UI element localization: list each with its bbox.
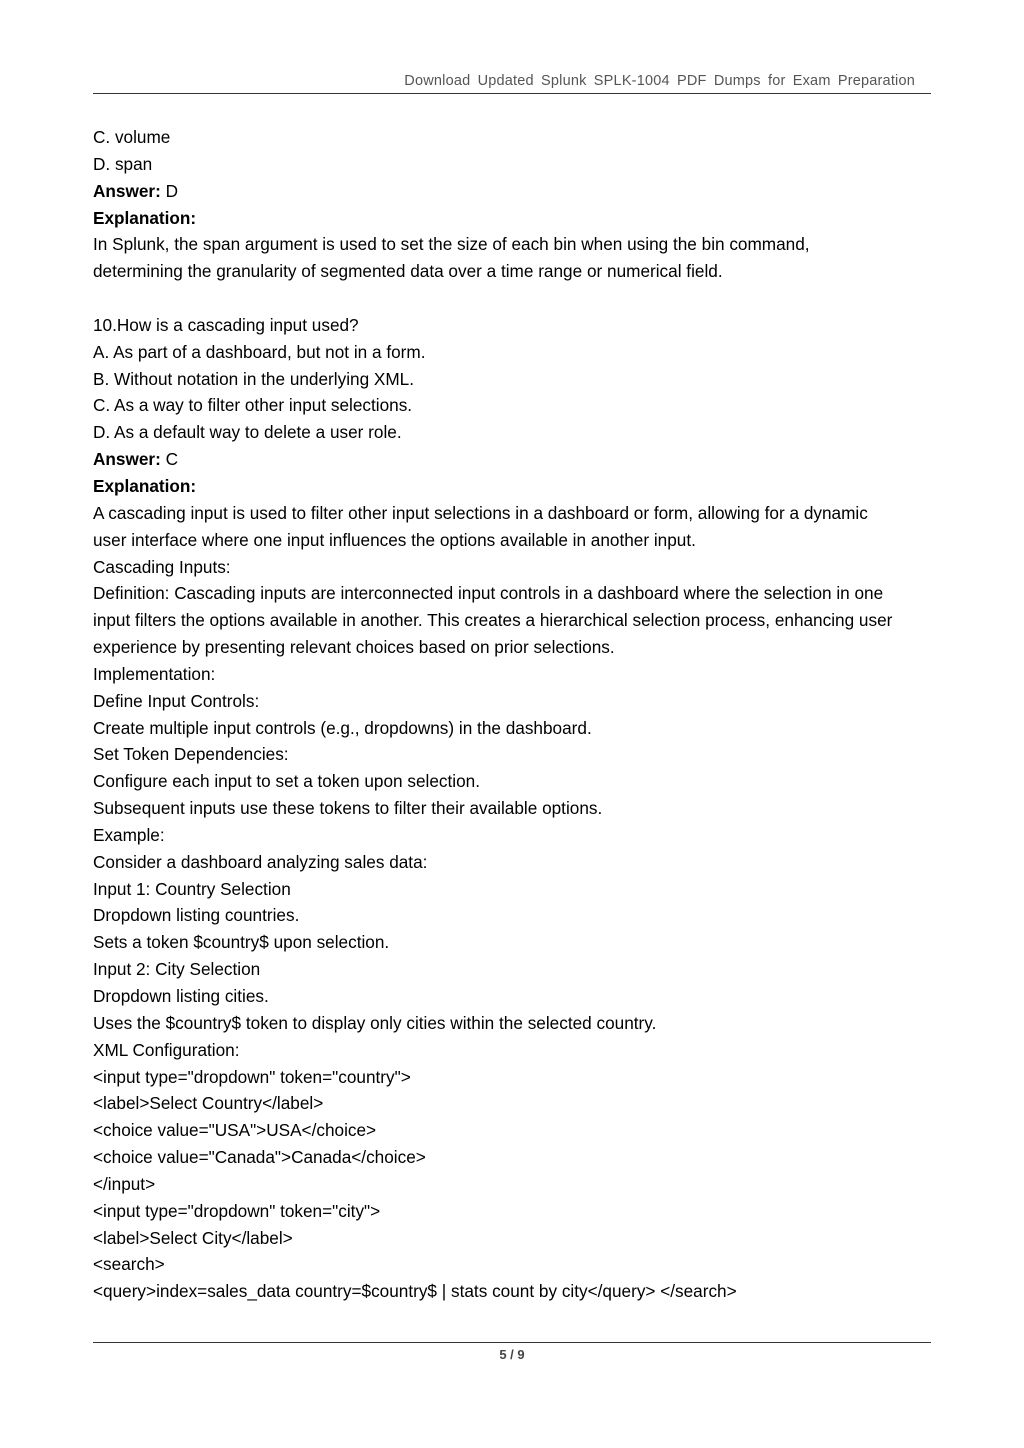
q10-answer	[93, 446, 933, 473]
q10-explanation-body	[93, 500, 933, 1305]
explanation-line: Create multiple input controls (e.g., dropdowns) in the dashboard.	[93, 717, 592, 738]
q10-option-c: C. As a way to filter other input selections.	[93, 395, 413, 416]
explanation-line: Consider a dashboard analyzing sales data:	[93, 851, 428, 872]
explanation-line: Input 1: Country Selection	[93, 878, 291, 899]
q9-explanation-line-2: determining the granularity of segmented data over a time range or numerical field.	[93, 261, 723, 282]
explanation-line: Subsequent inputs use these tokens to filter their available options.	[93, 798, 603, 819]
explanation-line: Define Input Controls:	[93, 690, 260, 711]
code-line: <search>	[93, 1254, 165, 1275]
explanation-line: Input 2: City Selection	[93, 959, 261, 980]
page-content	[93, 124, 933, 1305]
explanation-line: Uses the $country$ token to display only cities within the selected country.	[93, 1012, 657, 1033]
explanation-line: user interface where one input influences the options available in another input.	[93, 529, 696, 550]
page-header-title: Download Updated Splunk SPLK-1004 PDF Dumps for Exam Preparation	[404, 73, 915, 89]
code-line: <input type="dropdown" token="city">	[93, 1200, 381, 1221]
code-line: <label>Select City</label>	[93, 1227, 293, 1248]
code-line: <query>index=sales_data country=$country$ | stats count by city</query> </search>	[93, 1281, 737, 1302]
explanation-line: experience by presenting relevant choices based on prior selections.	[93, 637, 615, 658]
explanation-line: XML Configuration:	[93, 1039, 240, 1060]
paragraph-gap	[93, 285, 933, 312]
q10-answer-value: C	[160, 449, 178, 470]
q10-option-a: A. As part of a dashboard, but not in a form.	[93, 341, 426, 362]
q10-option-b: B. Without notation in the underlying XML.	[93, 368, 415, 389]
code-line: <choice value="Canada">Canada</choice>	[93, 1147, 426, 1168]
explanation-line: Dropdown listing cities.	[93, 986, 269, 1006]
q10-answer-label: Answer:	[93, 449, 161, 470]
explanation-line: Definition: Cascading inputs are interconnected input controls in a dashboard where the selection in one	[93, 583, 884, 604]
explanation-line: Dropdown listing countries.	[93, 905, 300, 926]
q9-option-d: D. span	[93, 153, 153, 174]
explanation-line: input filters the options available in another. This creates a hierarchical selection process, enhancing user	[93, 610, 893, 631]
q10-explanation-label: Explanation:	[93, 475, 197, 496]
q9-answer-value: D	[160, 180, 178, 201]
explanation-line: Configure each input to set a token upon selection.	[93, 771, 480, 792]
code-line: </input>	[93, 1173, 156, 1194]
explanation-line: Implementation:	[93, 663, 216, 684]
q9-option-c: C. volume	[93, 127, 171, 147]
q9-answer	[93, 178, 933, 205]
explanation-line: A cascading input is used to filter other input selections in a dashboard or form, allowing for a dynamic	[93, 502, 868, 523]
page-number: 5 / 9	[499, 1347, 525, 1362]
explanation-line: Example:	[93, 824, 165, 845]
q10-question: 10.How is a cascading input used?	[93, 314, 359, 335]
footer-divider	[93, 1342, 931, 1343]
q10-option-d: D. As a default way to delete a user role.	[93, 422, 402, 443]
explanation-line: Set Token Dependencies:	[93, 744, 289, 765]
explanation-line: Sets a token $country$ upon selection.	[93, 932, 390, 953]
explanation-line: Cascading Inputs:	[93, 556, 231, 577]
header-divider	[93, 93, 931, 94]
q9-explanation-line-1: In Splunk, the span argument is used to set the size of each bin when using the bin command,	[93, 234, 810, 255]
code-line: <label>Select Country</label>	[93, 1093, 324, 1114]
code-line: <input type="dropdown" token="country">	[93, 1066, 411, 1087]
code-line: <choice value="USA">USA</choice>	[93, 1120, 377, 1141]
q9-explanation-label: Explanation:	[93, 207, 197, 228]
q9-answer-label: Answer:	[93, 180, 161, 201]
